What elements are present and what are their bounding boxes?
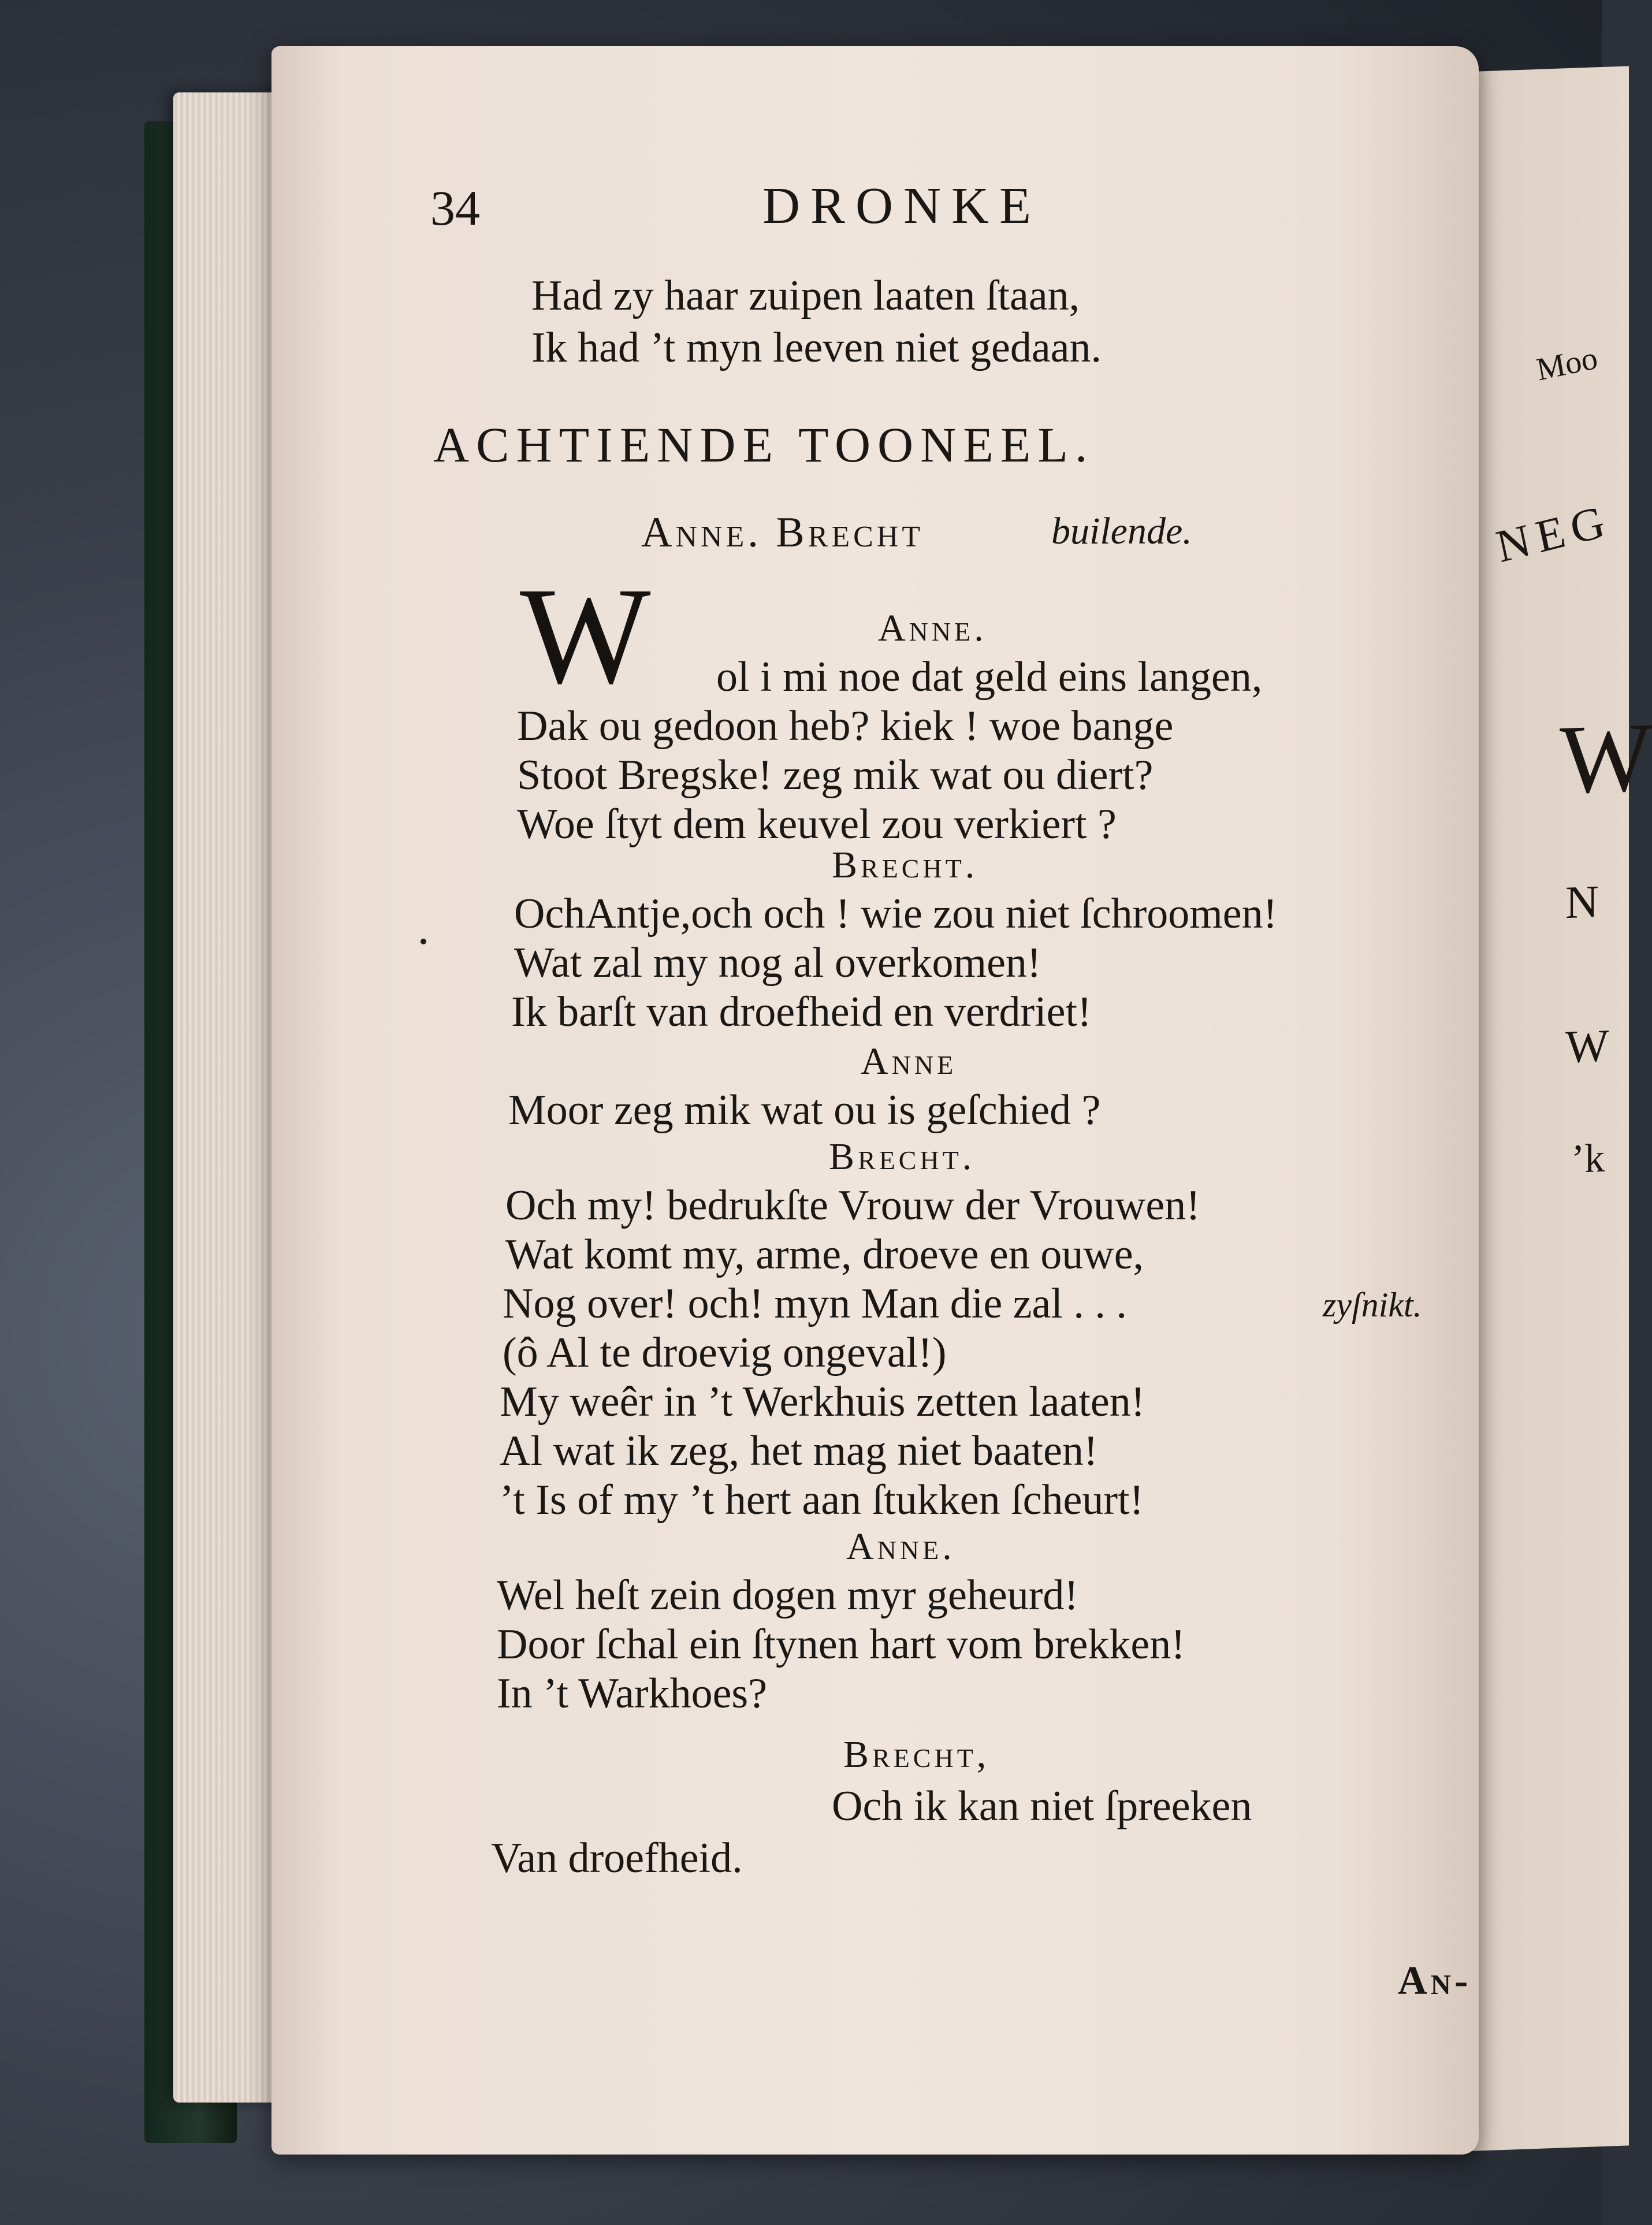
- page-number: 34: [430, 180, 480, 236]
- stage-direction: builende.: [1051, 510, 1192, 552]
- verse-line: Van droefheid.: [491, 1835, 743, 1882]
- verse-line: Woe ſtyt dem keuvel zou verkiert ?: [517, 801, 1117, 848]
- verse-line: Och my! bedrukſte Vrouw der Vrouwen!: [505, 1182, 1200, 1229]
- facing-fragment: Moo: [1534, 340, 1601, 388]
- scene-title: ACHTIENDE TOONEEL.: [433, 417, 1095, 472]
- verse-line: Stoot Bregske! zeg mik wat ou diert?: [517, 751, 1154, 799]
- verse-line: Door ſchal ein ſtynen hart vom brekken!: [497, 1621, 1185, 1668]
- verse-line: OchAntje,och och ! wie zou niet ſchroomen!: [514, 890, 1278, 937]
- stage-direction-aside: zyſnikt.: [1323, 1286, 1422, 1324]
- speaker-label: Brecht.: [832, 844, 978, 886]
- speaker-label: Brecht.: [829, 1136, 976, 1178]
- running-head: DRONKE: [762, 177, 1041, 235]
- verse-line: My weêr in ’t Werkhuis zetten laaten!: [500, 1378, 1145, 1426]
- facing-fragment: W: [1560, 702, 1652, 814]
- verse-line: Wat zal my nog al overkomen!: [514, 939, 1041, 987]
- speaker-label: Anne.: [846, 1525, 955, 1568]
- speaker-label: Brecht,: [843, 1733, 990, 1776]
- verse-line: ol i mi noe dat geld eins langen,: [716, 653, 1263, 701]
- verse-line: Wel heſt zein dogen myr geheurd!: [497, 1572, 1079, 1619]
- catchword: An-: [1398, 1959, 1472, 2003]
- verse-line: Dak ou gedoon heb? kiek ! woe bange: [517, 702, 1174, 750]
- verse-line: Nog over! och! myn Man die zal . . .: [503, 1280, 1127, 1327]
- facing-fragment: ’k: [1571, 1136, 1605, 1182]
- facing-fragment: W: [1565, 1020, 1609, 1073]
- verse-line: Al wat ik zeg, het mag niet baaten!: [500, 1427, 1098, 1475]
- speaker-label: Anne.: [878, 607, 987, 649]
- ink-speck: [421, 939, 426, 944]
- verse-line: Ik barſt van droefheid en verdriet!: [511, 988, 1092, 1036]
- facing-fragment: N: [1565, 876, 1599, 929]
- verse-line: Moor zeg mik wat ou is geſchied ?: [508, 1087, 1101, 1134]
- facing-fragment: NEG: [1491, 494, 1616, 572]
- verse-line: Had zy haar zuipen laaten ſtaan,: [531, 272, 1080, 319]
- drop-cap: W: [520, 559, 651, 712]
- verse-line: ’t Is of my ’t hert aan ſtukken ſcheurt!: [500, 1476, 1144, 1524]
- scene-characters: Anne. Brecht: [641, 509, 924, 556]
- speaker-label: Anne: [861, 1040, 957, 1082]
- verse-line: (ô Al te droevig ongeval!): [503, 1329, 947, 1376]
- verse-line: Och ik kan niet ſpreeken: [832, 1783, 1252, 1830]
- verse-line: Ik had ’t myn leeven niet gedaan.: [531, 324, 1102, 371]
- verse-line: Wat komt my, arme, droeve en ouwe,: [505, 1231, 1144, 1278]
- verse-line: In ’t Warkhoes?: [497, 1670, 768, 1717]
